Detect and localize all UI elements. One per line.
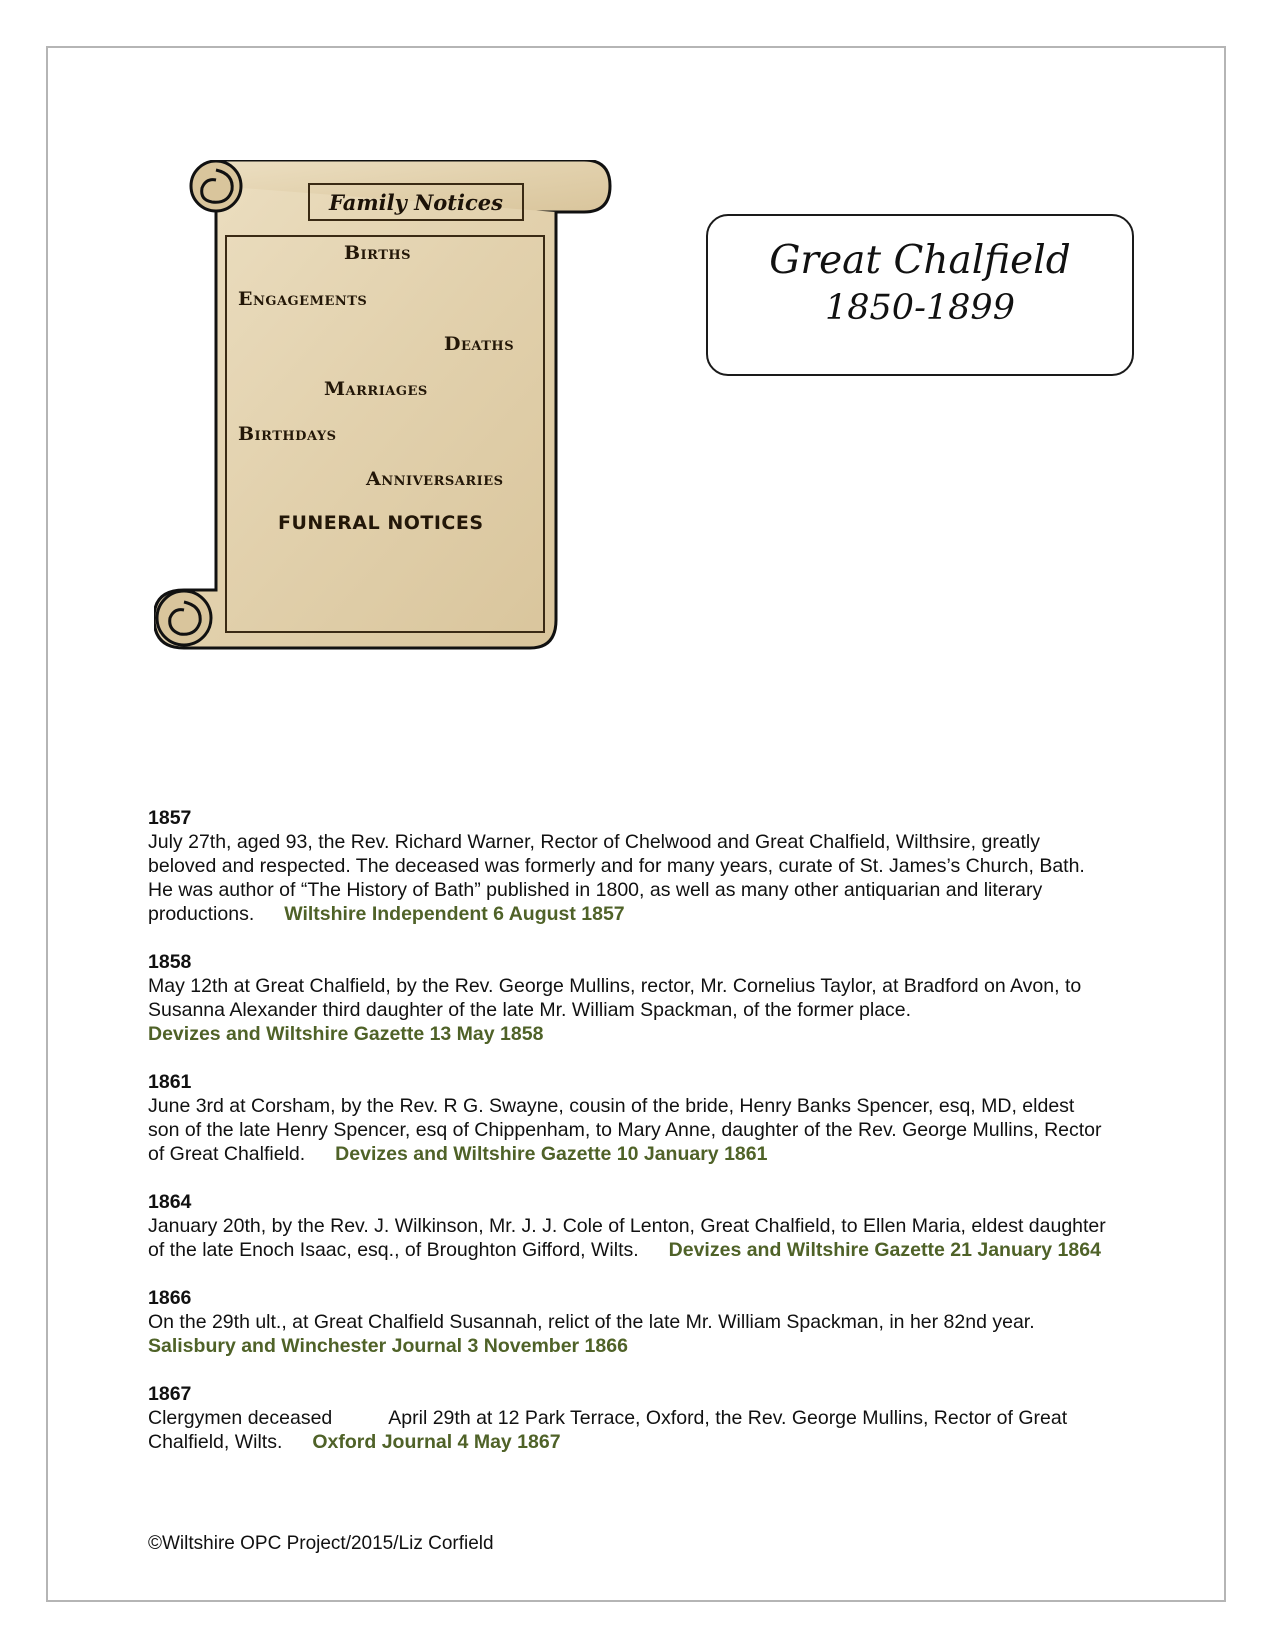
notice-entry [148, 1382, 1108, 1454]
entry-heading: Clergymen deceased [148, 1407, 333, 1429]
entry-year: 1864 [148, 1191, 192, 1213]
notice-type-birthdays: Birthdays [238, 423, 337, 445]
entry-year: 1867 [148, 1383, 192, 1405]
entry-source: Devizes and Wiltshire Gazette 21 January 1864 [668, 1239, 1101, 1261]
notice-entry [148, 1286, 1108, 1358]
copyright-footer: ©Wiltshire OPC Project/2015/Liz Corfield [148, 1533, 494, 1554]
notice-entry [148, 806, 1108, 926]
notice-type-anniversaries: Anniversaries [366, 468, 504, 490]
entry-text: June 3rd at Corsham, by the Rev. R G. Swayne, cousin of the bride, Henry Banks Spencer, esq, MD, eldest son of the late Henry Spencer, esq of Chippenham, to Mary Anne, daughter of the Rev. George Mullins, Rector of Great Chalfield. [148, 1095, 1102, 1165]
entry-text: May 12th at Great Chalfield, by the Rev. George Mullins, rector, Mr. Cornelius Taylor, at Bradford on Avon, to Susanna Alexander third daughter of the late Mr. William Spackman, of the former place. [148, 975, 1082, 1021]
notice-type-marriages: Marriages [324, 378, 428, 400]
title-box [706, 214, 1134, 376]
entry-source: Salisbury and Winchester Journal 3 November 1866 [148, 1335, 628, 1357]
notice-type-funeral-notices: FUNERAL NOTICES [278, 512, 484, 534]
date-range: 1850-1899 [825, 288, 1015, 328]
scroll-illustration [154, 160, 638, 650]
notice-entry [148, 1190, 1108, 1262]
scroll-title: Family Notices [329, 189, 503, 215]
entry-year: 1858 [148, 951, 192, 973]
entry-text: On the 29th ult., at Great Chalfield Susannah, relict of the late Mr. William Spackman, in her 82nd year. [148, 1311, 1035, 1333]
entry-year: 1857 [148, 807, 192, 829]
notice-entry [148, 1070, 1108, 1166]
entry-text: January 20th, by the Rev. J. Wilkinson, Mr. J. J. Cole of Lenton, Great Chalfield, to Ellen Maria, eldest daughter of the late Enoch Isaac, esq., of Broughton Gifford, Wilts. [148, 1215, 1106, 1261]
family-notices-scroll [154, 160, 638, 650]
notice-type-engagements: Engagements [238, 288, 368, 310]
notice-type-deaths: Deaths [444, 333, 515, 355]
entry-source: Wiltshire Independent 6 August 1857 [284, 903, 625, 925]
entry-year: 1866 [148, 1287, 192, 1309]
entry-source: Oxford Journal 4 May 1867 [312, 1431, 561, 1453]
notice-entries [148, 806, 1108, 1478]
entry-text: July 27th, aged 93, the Rev. Richard Warner, Rector of Chelwood and Great Chalfield, Wilthsire, greatly beloved and respected. The deceased was formerly and for many years, curate of St. James’s Church, Bath. He was author of “The History of Bath” published in 1800, as well as many other antiquarian and literary productions. [148, 831, 1085, 925]
entry-year: 1861 [148, 1071, 192, 1093]
notice-entry [148, 950, 1108, 1046]
page-title: Great Chalfield [769, 238, 1071, 283]
notice-type-births: Births [344, 242, 412, 264]
entry-source: Devizes and Wiltshire Gazette 13 May 1858 [148, 1023, 544, 1045]
entry-source: Devizes and Wiltshire Gazette 10 January 1861 [335, 1143, 768, 1165]
entry-text: April 29th at 12 Park Terrace, Oxford, the Rev. George Mullins, Rector of Great Chalfield, Wilts. [148, 1407, 1068, 1453]
